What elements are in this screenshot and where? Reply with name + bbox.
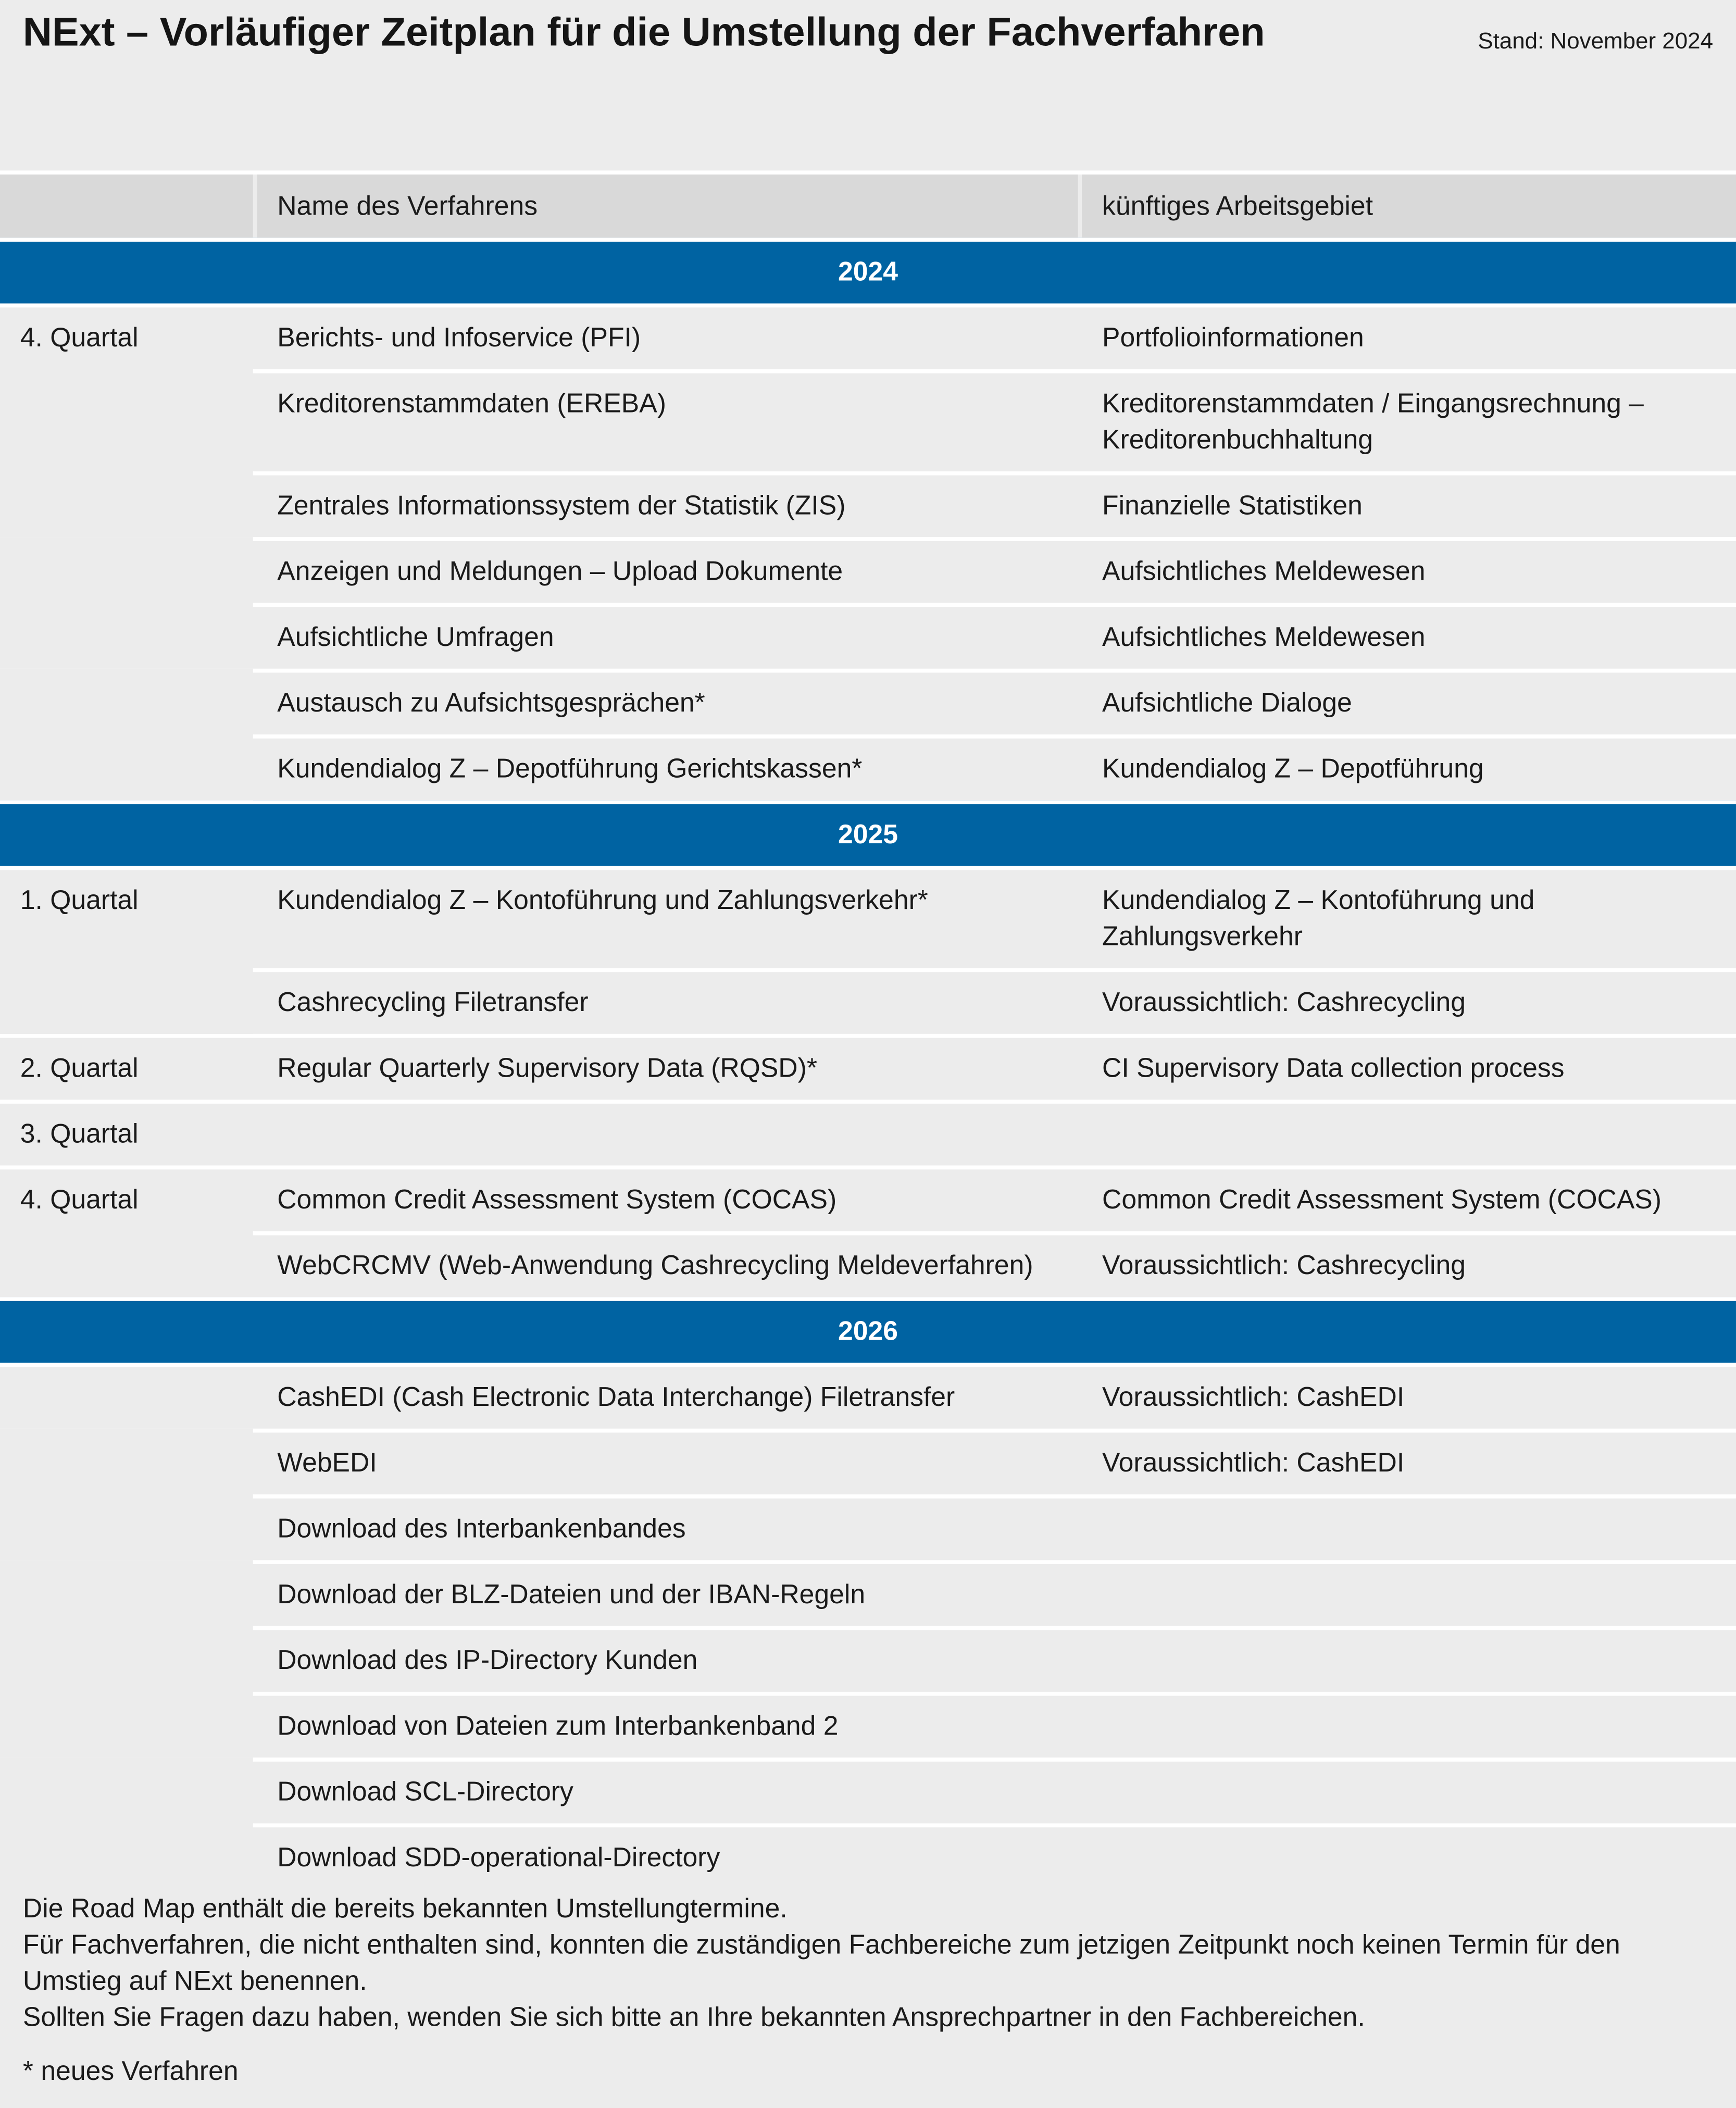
table-row — [0, 866, 1736, 968]
quarter-cell — [0, 1429, 253, 1494]
procedure-name-cell — [257, 1104, 1078, 1166]
quarter-cell: 4. Quartal — [20, 1186, 139, 1215]
quarter-cell — [0, 369, 253, 471]
quarter-cell — [0, 1367, 253, 1429]
procedure-name-cell: Anzeigen und Meldungen – Upload Dokumente — [277, 557, 843, 587]
quarter-cell — [0, 1494, 253, 1560]
table-row — [0, 1494, 1736, 1560]
procedure-name-cell: Kundendialog Z – Depotführung Gerichtskassen* — [277, 754, 863, 784]
header-quarter — [0, 174, 253, 238]
footnote: * neues Verfahren — [22, 2057, 239, 2087]
table-row — [0, 1560, 1736, 1626]
future-area-cell — [1082, 1762, 1736, 1824]
year-header: 2026 — [0, 1297, 1736, 1363]
procedure-name-cell: Kundendialog Z – Kontoführung und Zahlungsverkehr* — [277, 886, 928, 916]
footer-line: Sollten Sie Fragen dazu haben, wenden Sie sich bitte an Ihre bekannten Ansprechpartner in den Fachbereichen. — [22, 2003, 1365, 2033]
table-row — [0, 1100, 1736, 1165]
procedure-name-cell: Cashrecycling Filetransfer — [277, 988, 589, 1018]
table-row — [0, 1429, 1736, 1494]
table-row — [0, 669, 1736, 734]
procedure-name-cell: Austausch zu Aufsichtsgesprächen* — [277, 689, 705, 719]
table-row — [0, 734, 1736, 800]
quarter-cell — [0, 603, 253, 668]
future-area-cell — [1082, 1564, 1736, 1626]
procedure-name-cell: Download der BLZ-Dateien und der IBAN-Regeln — [277, 1580, 866, 1610]
future-area-cell: Voraussichtlich: Cashrecycling — [1102, 988, 1466, 1018]
quarter-cell — [0, 734, 253, 800]
procedure-name-cell: Download des IP-Directory Kunden — [277, 1646, 698, 1676]
quarter-cell — [0, 1824, 253, 1889]
year-header: 2024 — [0, 238, 1736, 303]
future-area-cell — [1082, 1499, 1736, 1561]
quarter-cell — [0, 1692, 253, 1757]
table-row — [0, 304, 1736, 369]
future-area-cell — [1082, 1827, 1736, 1889]
table-row — [0, 1165, 1736, 1231]
future-area-cell: Voraussichtlich: CashEDI — [1102, 1383, 1405, 1413]
quarter-cell: 1. Quartal — [20, 886, 139, 916]
footer-line: Die Road Map enthält die bereits bekannten Umstellungtermine. — [22, 1894, 788, 1924]
table-row — [0, 471, 1736, 537]
table-header-row — [0, 170, 1736, 238]
table-row — [0, 1626, 1736, 1692]
table-row — [0, 968, 1736, 1034]
procedure-name-cell: Common Credit Assessment System (COCAS) — [277, 1186, 837, 1215]
future-area-cell: Voraussichtlich: CashEDI — [1102, 1449, 1405, 1479]
year-header: 2025 — [0, 800, 1736, 866]
procedure-name-cell: Aufsichtliche Umfragen — [277, 623, 554, 653]
quarter-cell — [0, 968, 253, 1034]
procedure-name-cell: Download von Dateien zum Interbankenband 2 — [277, 1712, 839, 1742]
header-future-area: künftiges Arbeitsgebiet — [1082, 174, 1736, 238]
future-area-cell: Common Credit Assessment System (COCAS) — [1102, 1186, 1662, 1215]
future-area-cell: Aufsichtliches Meldewesen — [1102, 623, 1426, 653]
future-area-cell: Voraussichtlich: Cashrecycling — [1102, 1251, 1466, 1281]
header-procedure-name: Name des Verfahrens — [257, 174, 1078, 238]
schedule-table — [0, 170, 1736, 1889]
future-area-cell — [1082, 1104, 1736, 1166]
future-area-cell: Kundendialog Z – Depotführung — [1102, 754, 1484, 784]
quarter-cell: 3. Quartal — [20, 1119, 139, 1150]
future-area-cell: Finanzielle Statistiken — [1102, 491, 1363, 521]
future-area-cell: Kreditorenstammdaten / Eingangsrechnung – Kreditorenbuchhaltung — [1102, 389, 1644, 455]
future-area-cell: Portfolioinformationen — [1102, 323, 1364, 353]
quarter-cell — [0, 1560, 253, 1626]
procedure-name-cell: Berichts- und Infoservice (PFI) — [277, 323, 641, 353]
table-row — [0, 369, 1736, 471]
page-title: NExt – Vorläufiger Zeitplan für die Umstellung der Fachverfahren — [22, 10, 1265, 55]
procedure-name-cell: Kreditorenstammdaten (EREBA) — [277, 389, 666, 419]
table-row — [0, 1757, 1736, 1823]
procedure-name-cell: Zentrales Informationssystem der Statistik (ZIS) — [277, 491, 846, 521]
procedure-name-cell: Regular Quarterly Supervisory Data (RQSD)* — [277, 1054, 817, 1084]
future-area-cell: Kundendialog Z – Kontoführung und Zahlungsverkehr — [1102, 886, 1535, 952]
table-row — [0, 537, 1736, 603]
table-row — [0, 1231, 1736, 1297]
quarter-cell — [0, 1231, 253, 1297]
procedure-name-cell: WebEDI — [277, 1449, 377, 1479]
table-row — [0, 1692, 1736, 1757]
status-date: Stand: November 2024 — [1478, 28, 1714, 54]
footer-notes — [23, 1892, 1718, 2090]
future-area-cell: CI Supervisory Data collection process — [1102, 1054, 1565, 1084]
quarter-cell — [0, 1626, 253, 1692]
quarter-cell: 4. Quartal — [20, 323, 139, 353]
table-row — [0, 603, 1736, 668]
quarter-cell: 2. Quartal — [20, 1054, 139, 1084]
table-row — [0, 1034, 1736, 1100]
procedure-name-cell: Download des Interbankenbandes — [277, 1514, 686, 1544]
procedure-name-cell: CashEDI (Cash Electronic Data Interchange) Filetransfer — [277, 1383, 955, 1413]
procedure-name-cell: Download SCL-Directory — [277, 1777, 573, 1807]
procedure-name-cell: WebCRCMV (Web-Anwendung Cashrecycling Meldeverfahren) — [277, 1251, 1033, 1281]
procedure-name-cell: Download SDD-operational-Directory — [277, 1843, 720, 1873]
future-area-cell: Aufsichtliches Meldewesen — [1102, 557, 1426, 587]
table-row — [0, 1363, 1736, 1428]
future-area-cell: Aufsichtliche Dialoge — [1102, 689, 1352, 719]
future-area-cell — [1082, 1696, 1736, 1758]
quarter-cell — [0, 669, 253, 734]
quarter-cell — [0, 1757, 253, 1823]
footer-line: Für Fachverfahren, die nicht enthalten sind, konnten die zuständigen Fachbereiche zum jetzigen Zeitpunkt noch keinen Termin für den Umstieg auf NExt benennen. — [22, 1930, 1620, 1997]
quarter-cell — [0, 537, 253, 603]
quarter-cell — [0, 471, 253, 537]
future-area-cell — [1082, 1630, 1736, 1692]
table-row — [0, 1824, 1736, 1889]
